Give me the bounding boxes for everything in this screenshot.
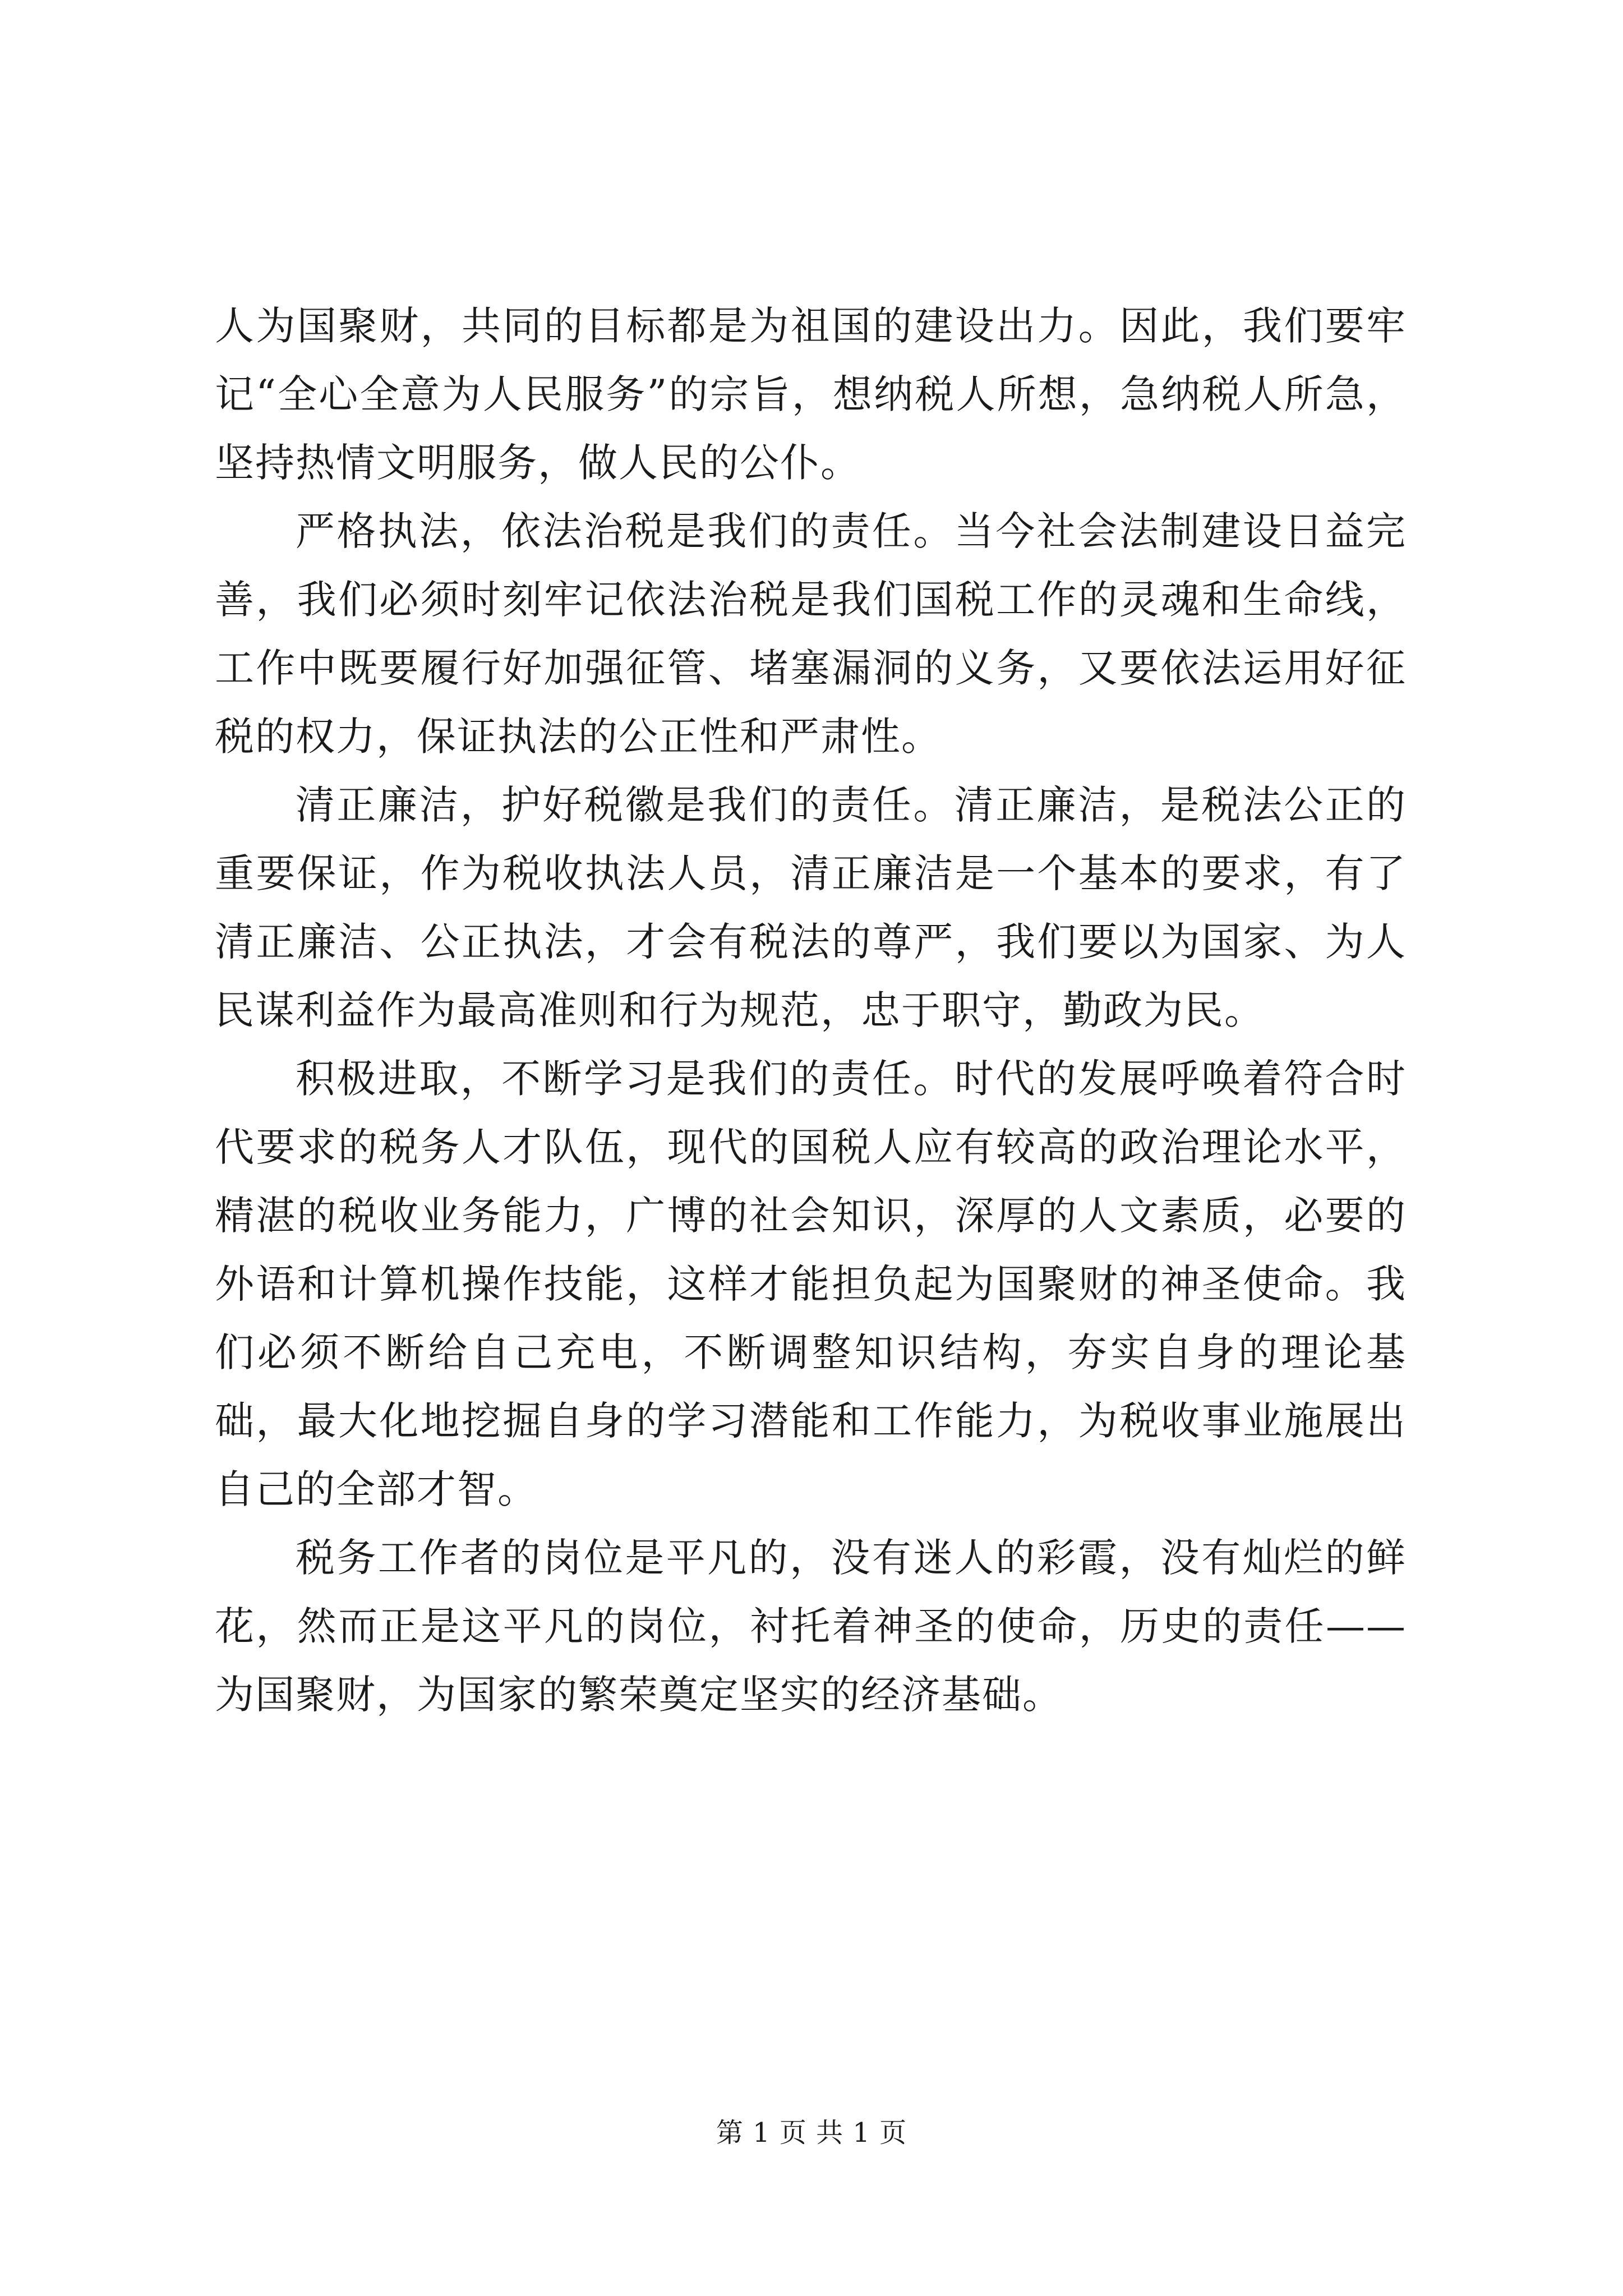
paragraph-5: 税务工作者的岗位是平凡的，没有迷人的彩霞，没有灿烂的鲜花，然而正是这平凡的岗位，衬托着神圣的使命，历史的责任——为国聚财，为国家的繁荣奠定坚实的经济基础。 xyxy=(215,1535,1407,1718)
paragraph-3: 清正廉洁，护好税徽是我们的责任。清正廉洁，是税法公正的重要保证，作为税收执法人员，清正廉洁是一个基本的要求，有了清正廉洁、公正执法，才会有税法的尊严，我们要以为国家、为人民谋利益作为最高准则和行为规范，忠于职守，勤政为民。 xyxy=(215,782,1407,1033)
paragraph-4: 积极进取，不断学习是我们的责任。时代的发展呼唤着符合时代要求的税务人才队伍，现代的国税人应有较高的政治理论水平，精湛的税收业务能力，广博的社会知识，深厚的人文素质，必要的外语和计算机操作技能，这样才能担负起为国聚财的神圣使命。我们必须不断给自己充电，不断调整知识结构，夯实自身的理论基础，最大化地挖掘自身的学习潜能和工作能力，为税收事业施展出自己的全部才智。 xyxy=(215,1056,1407,1512)
document-body xyxy=(215,292,1407,1729)
page-footer: 第 1 页 共 1 页 xyxy=(716,2117,907,2148)
paragraph-2: 严格执法，依法治税是我们的责任。当今社会法制建设日益完善，我们必须时刻牢记依法治税是我们国税工作的灵魂和生命线，工作中既要履行好加强征管、堵塞漏洞的义务，又要依法运用好征税的权力，保证执法的公正性和严肃性。 xyxy=(215,508,1407,760)
paragraph-1: 人为国聚财，共同的目标都是为祖国的建设出力。因此，我们要牢记“全心全意为人民服务”的宗旨，想纳税人所想，急纳税人所急，坚持热情文明服务，做人民的公仆。 xyxy=(215,303,1407,486)
